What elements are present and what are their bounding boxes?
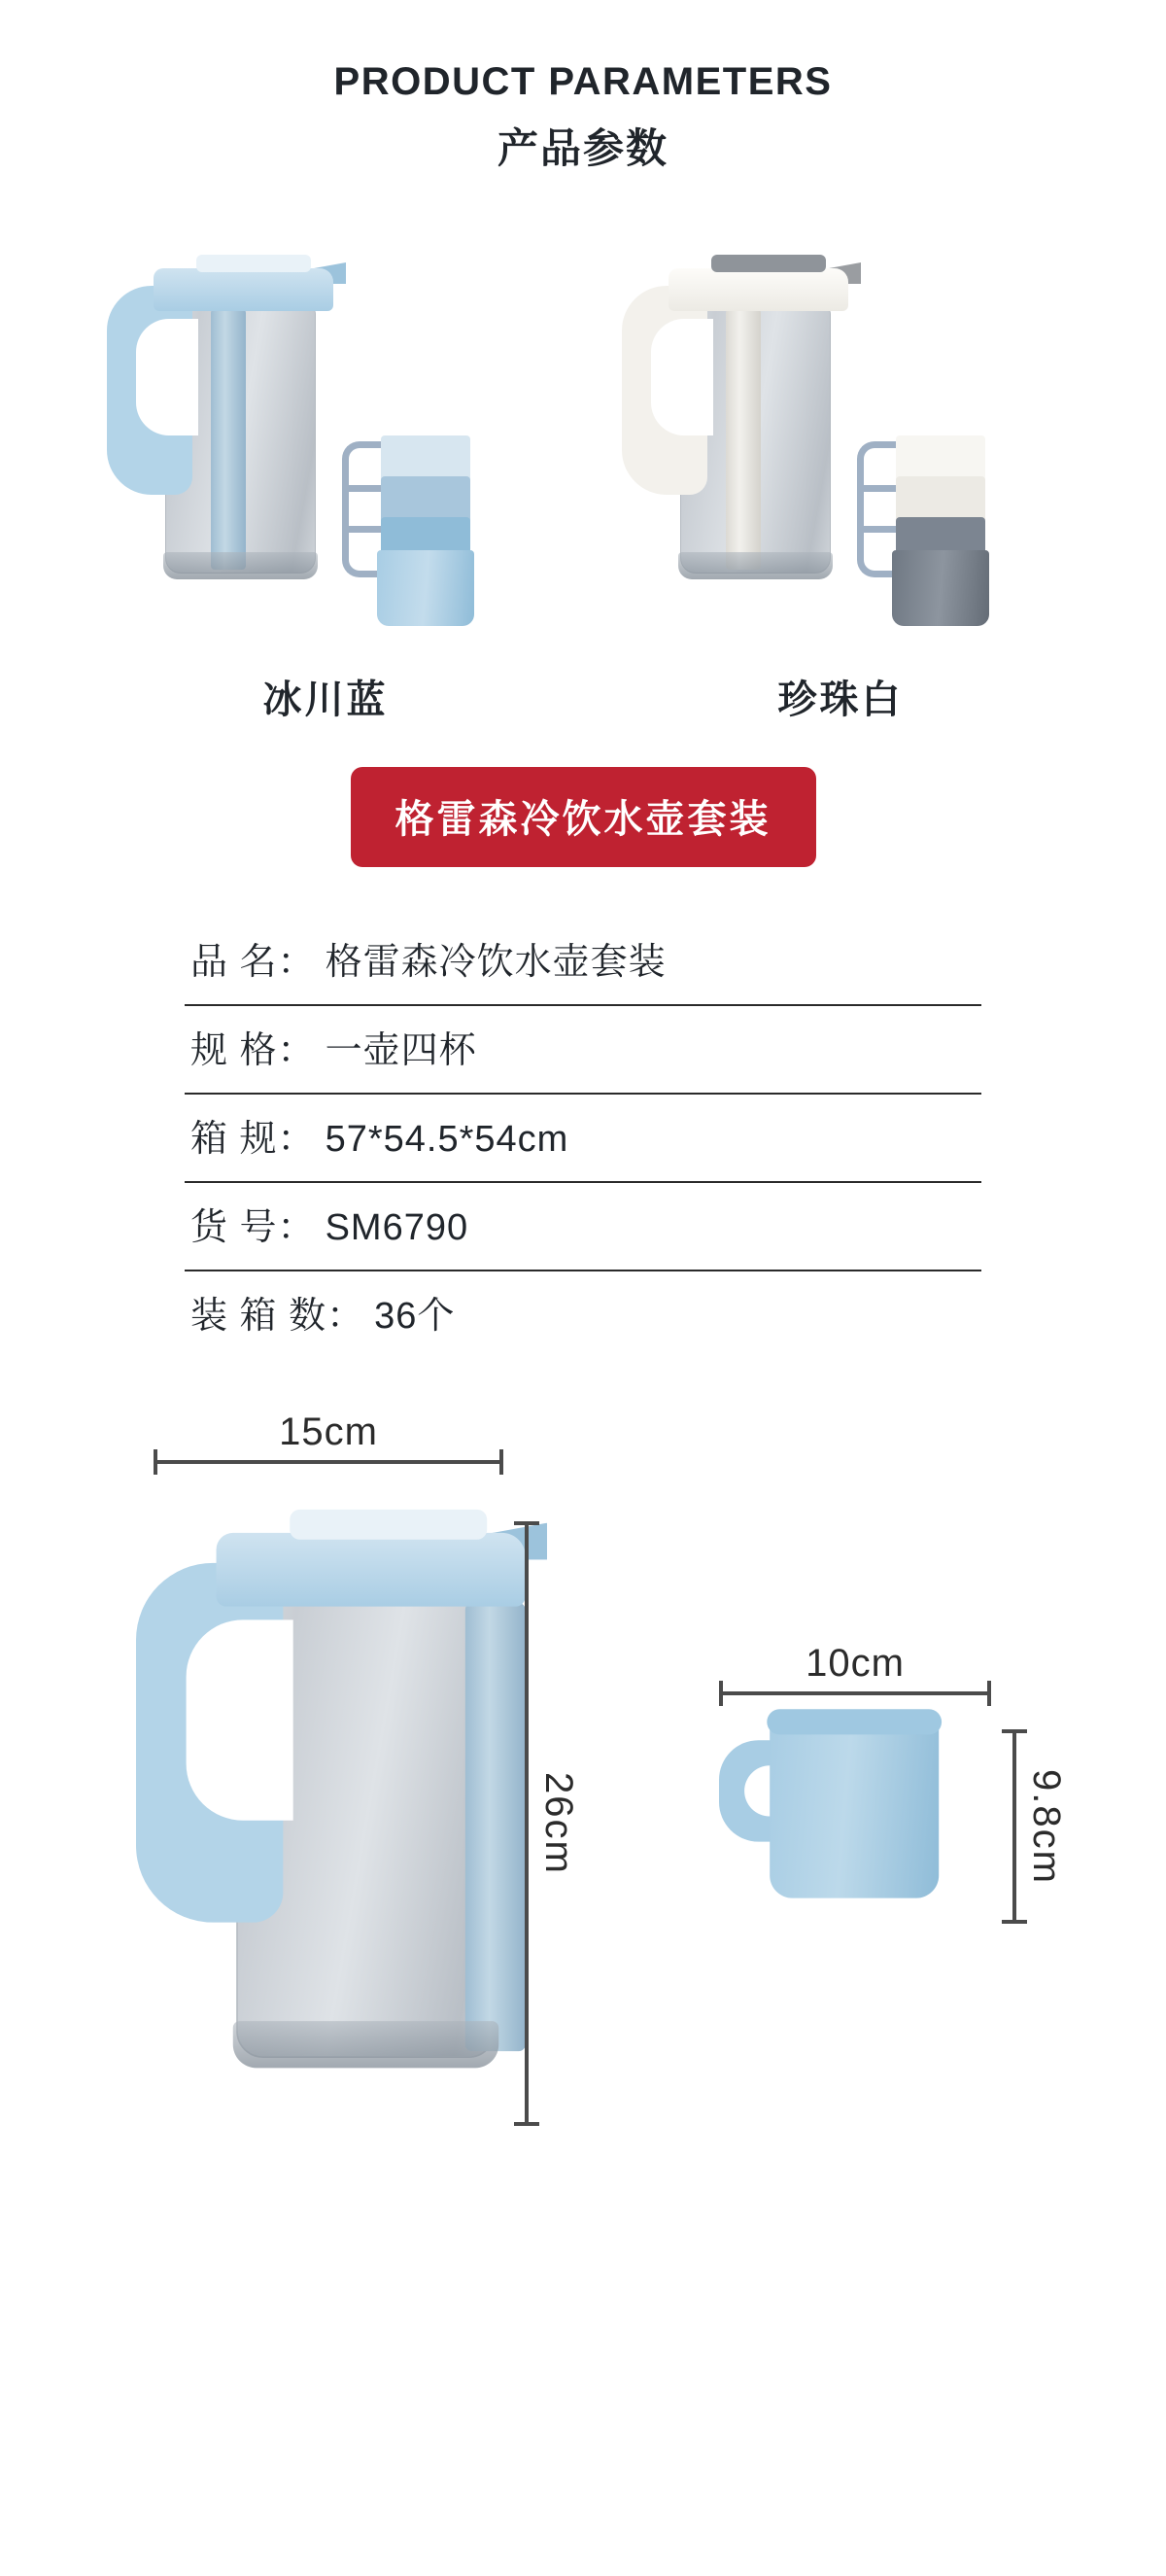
product-name-banner-wrap [0,767,1166,867]
pitcher-base [678,552,833,579]
table-row [185,1183,981,1271]
variant-label: 冰川蓝 [262,679,389,721]
pitcher-base [233,2021,498,2068]
measure-bar [719,1691,991,1695]
measure-label: 10cm [806,1642,905,1685]
variant-pearl-white [612,214,1069,724]
measure-bar [525,1521,529,2126]
spec-value: 57*54.5*54cm [325,1119,569,1160]
dimension-diagram [0,1397,1166,2204]
pitcher-lid [154,268,333,311]
page-title-en: PRODUCT PARAMETERS [333,60,833,103]
measure-label: 15cm [279,1410,378,1453]
cup-item [377,550,474,626]
page-header [0,0,1166,175]
measure-label: 26cm [537,1772,580,1875]
variant-gallery [0,214,1166,724]
pitcher-icon [107,233,350,603]
pitcher-icon [622,233,865,603]
pitcher-handle [622,286,707,495]
cup-stack-icon [342,435,536,610]
spec-key: 货 号： [190,1207,316,1248]
spec-key: 品 名： [190,942,316,983]
spec-table [185,918,981,1358]
pitcher-lid-top [196,255,311,272]
page-title-cn: 产品参数 [497,125,669,171]
spec-key: 规 格： [190,1030,316,1071]
measure-label: 9.8cm [1025,1768,1068,1885]
table-row [185,1095,981,1183]
measure-cup-height [1012,1729,1068,1924]
variant-image-pearl-white [612,214,1069,661]
pitcher-lid [669,268,848,311]
pitcher-handle [136,1563,283,1923]
cup-body [770,1718,939,1898]
measure-bar [1012,1729,1016,1924]
variant-image-glacier-blue [97,214,554,661]
cup-rim [767,1709,942,1734]
pitcher-inner-tube [465,1603,526,2051]
cup-item [892,550,989,626]
pitcher-inner-tube [726,309,761,570]
pitcher-lid-top [711,255,826,272]
measure-bar [154,1460,503,1464]
spec-key: 装 箱 数： [190,1296,365,1337]
pitcher-lid [217,1533,526,1607]
measure-pitcher-width [154,1410,503,1464]
table-row [185,1271,981,1358]
measure-pitcher-height [525,1521,580,2126]
pitcher-base [163,552,318,579]
variant-label: 珍珠白 [777,679,904,721]
cup-stack-icon [857,435,1051,610]
table-row [185,918,981,1006]
pitcher-lid-top [290,1510,487,1540]
variant-glacier-blue [97,214,554,724]
pitcher-inner-tube [211,309,246,570]
measure-cup-width [719,1642,991,1695]
spec-key: 箱 规： [190,1119,316,1160]
spec-value: 一壶四杯 [325,1030,477,1071]
pitcher-handle [107,286,192,495]
product-name-banner: 格雷森冷饮水壶套装 [351,767,816,867]
spec-value: 36个 [374,1296,456,1337]
spec-value: SM6790 [325,1207,469,1248]
spec-value: 格雷森冷饮水壶套装 [325,942,667,983]
table-row [185,1006,981,1095]
